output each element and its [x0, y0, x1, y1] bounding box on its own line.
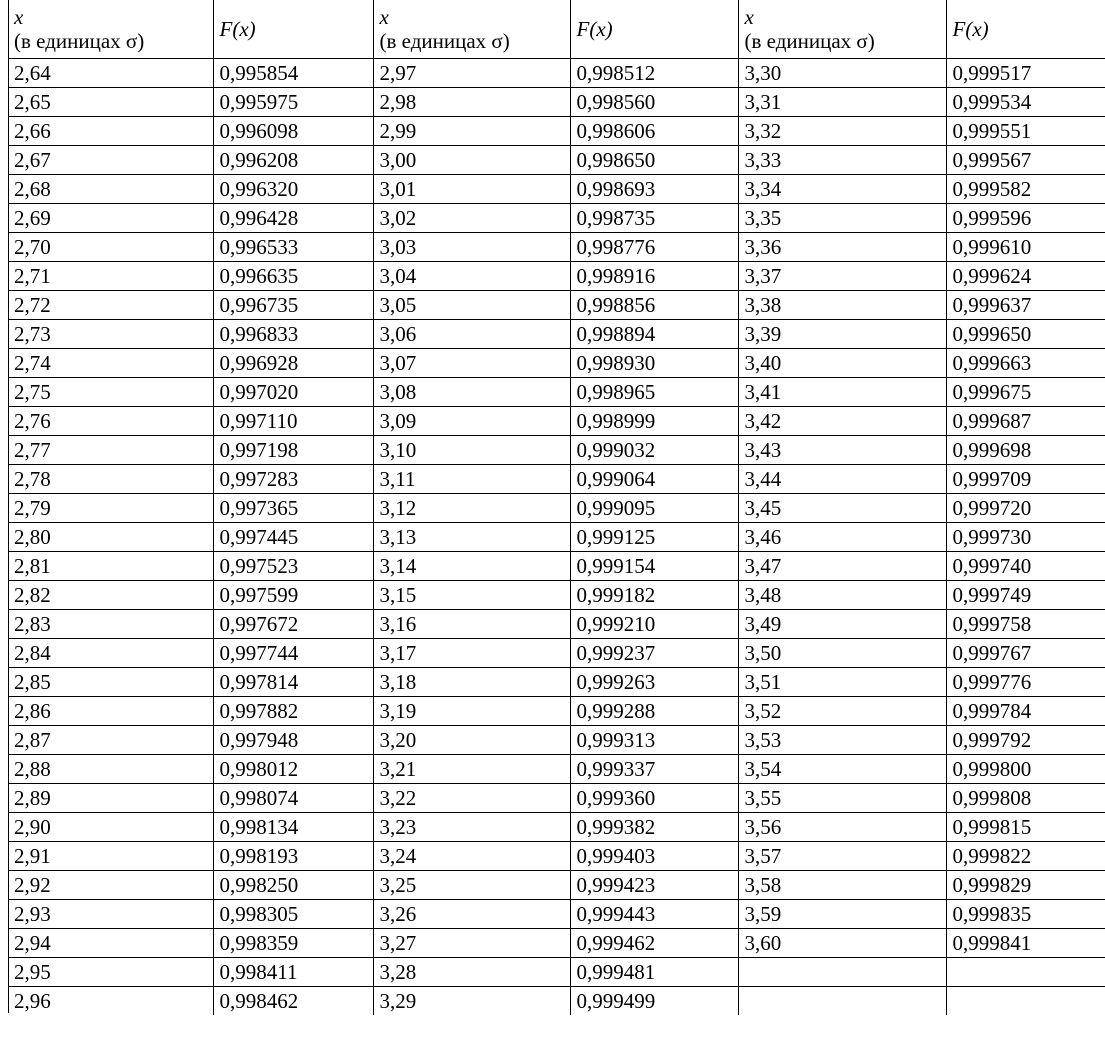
table-row: [8, 349, 1105, 378]
fx-value-cell: 0,999675: [946, 378, 1105, 407]
fx-value-cell: [946, 958, 1105, 987]
table-row: [8, 59, 1105, 88]
x-value-cell: 2,83: [8, 610, 213, 639]
fx-value-cell: 0,999740: [946, 552, 1105, 581]
x-value-cell: 2,94: [8, 929, 213, 958]
x-value-cell: 2,74: [8, 349, 213, 378]
table-row: [8, 842, 1105, 871]
fx-value-cell: 0,999624: [946, 262, 1105, 291]
fx-value-cell: 0,999776: [946, 668, 1105, 697]
fx-value-cell: 0,997882: [213, 697, 373, 726]
fx-value-cell: 0,999337: [570, 755, 738, 784]
x-value-cell: 3,10: [373, 436, 570, 465]
x-value-cell: 2,89: [8, 784, 213, 813]
fx-value-cell: 0,997744: [213, 639, 373, 668]
x-value-cell: 2,86: [8, 697, 213, 726]
fx-value-cell: 0,999288: [570, 697, 738, 726]
fx-value-cell: 0,998916: [570, 262, 738, 291]
fx-value-cell: [946, 987, 1105, 1016]
x-value-cell: 2,93: [8, 900, 213, 929]
fx-value-cell: 0,999698: [946, 436, 1105, 465]
table-row: [8, 987, 1105, 1016]
x-value-cell: 3,26: [373, 900, 570, 929]
x-value-cell: 3,48: [738, 581, 946, 610]
fx-value-cell: 0,999313: [570, 726, 738, 755]
fx-value-cell: 0,999360: [570, 784, 738, 813]
table-row: [8, 726, 1105, 755]
table-row: [8, 436, 1105, 465]
x-value-cell: 2,98: [373, 88, 570, 117]
table-row: [8, 813, 1105, 842]
fx-value-cell: 0,999154: [570, 552, 738, 581]
fx-value-cell: 0,998650: [570, 146, 738, 175]
header-fx-col-3: [946, 0, 1105, 59]
x-value-cell: 3,59: [738, 900, 946, 929]
fx-value-cell: 0,998930: [570, 349, 738, 378]
x-value-cell: 2,69: [8, 204, 213, 233]
x-value-cell: 3,60: [738, 929, 946, 958]
fx-value-cell: 0,999758: [946, 610, 1105, 639]
x-value-cell: 2,75: [8, 378, 213, 407]
x-value-cell: 3,35: [738, 204, 946, 233]
x-value-cell: 3,56: [738, 813, 946, 842]
fx-value-cell: 0,995854: [213, 59, 373, 88]
fx-value-cell: 0,999517: [946, 59, 1105, 88]
x-value-cell: 2,95: [8, 958, 213, 987]
x-value-cell: 3,53: [738, 726, 946, 755]
x-value-cell: [738, 958, 946, 987]
fx-value-cell: 0,996735: [213, 291, 373, 320]
x-value-cell: 2,81: [8, 552, 213, 581]
x-value-cell: 2,80: [8, 523, 213, 552]
x-value-cell: 2,92: [8, 871, 213, 900]
table-row: [8, 871, 1105, 900]
x-value-cell: 2,87: [8, 726, 213, 755]
x-value-cell: 3,58: [738, 871, 946, 900]
fx-value-cell: 0,997523: [213, 552, 373, 581]
table-row: [8, 784, 1105, 813]
fx-value-cell: 0,999125: [570, 523, 738, 552]
x-value-cell: 3,25: [373, 871, 570, 900]
fx-value-cell: 0,998776: [570, 233, 738, 262]
fx-value-cell: 0,999534: [946, 88, 1105, 117]
x-value-cell: 3,16: [373, 610, 570, 639]
x-value-cell: 3,55: [738, 784, 946, 813]
x-value-cell: 3,49: [738, 610, 946, 639]
fx-value-cell: 0,999610: [946, 233, 1105, 262]
fx-value-cell: 0,998999: [570, 407, 738, 436]
fx-value-cell: 0,999210: [570, 610, 738, 639]
x-value-cell: 2,66: [8, 117, 213, 146]
fx-value-cell: 0,998134: [213, 813, 373, 842]
fx-value-cell: 0,999808: [946, 784, 1105, 813]
x-value-cell: 2,97: [373, 59, 570, 88]
table-row: [8, 378, 1105, 407]
header-x-symbol: x: [379, 5, 389, 29]
x-value-cell: 2,72: [8, 291, 213, 320]
fx-value-cell: 0,998512: [570, 59, 738, 88]
header-fx-col-1: [213, 0, 373, 59]
x-value-cell: 3,01: [373, 175, 570, 204]
fx-value-cell: 0,998560: [570, 88, 738, 117]
fx-value-cell: 0,999382: [570, 813, 738, 842]
fx-value-cell: 0,999829: [946, 871, 1105, 900]
x-value-cell: 2,67: [8, 146, 213, 175]
fx-value-cell: 0,995975: [213, 88, 373, 117]
x-value-cell: 3,27: [373, 929, 570, 958]
fx-value-cell: 0,998462: [213, 987, 373, 1016]
x-value-cell: 3,52: [738, 697, 946, 726]
fx-value-cell: 0,996428: [213, 204, 373, 233]
fx-value-cell: 0,997814: [213, 668, 373, 697]
fx-value-cell: 0,999462: [570, 929, 738, 958]
header-fx-label: F(x): [219, 17, 256, 41]
x-value-cell: 3,54: [738, 755, 946, 784]
x-value-cell: 2,71: [8, 262, 213, 291]
x-value-cell: 2,73: [8, 320, 213, 349]
fx-value-cell: 0,999237: [570, 639, 738, 668]
table-row: [8, 494, 1105, 523]
x-value-cell: 3,41: [738, 378, 946, 407]
fx-value-cell: 0,998250: [213, 871, 373, 900]
x-value-cell: 3,46: [738, 523, 946, 552]
fx-value-cell: 0,999637: [946, 291, 1105, 320]
fx-value-cell: 0,996928: [213, 349, 373, 378]
table-row: [8, 900, 1105, 929]
x-value-cell: 3,32: [738, 117, 946, 146]
header-fx-col-2: [570, 0, 738, 59]
x-value-cell: 2,77: [8, 436, 213, 465]
x-value-cell: 3,13: [373, 523, 570, 552]
table-row: [8, 465, 1105, 494]
x-value-cell: 3,36: [738, 233, 946, 262]
fx-value-cell: 0,999567: [946, 146, 1105, 175]
x-value-cell: 3,11: [373, 465, 570, 494]
fx-value-cell: 0,999841: [946, 929, 1105, 958]
x-value-cell: 3,40: [738, 349, 946, 378]
x-value-cell: 3,44: [738, 465, 946, 494]
fx-value-cell: 0,998693: [570, 175, 738, 204]
x-value-cell: 3,34: [738, 175, 946, 204]
fx-value-cell: 0,999182: [570, 581, 738, 610]
fx-value-cell: 0,997020: [213, 378, 373, 407]
table-row: [8, 88, 1105, 117]
x-value-cell: 3,45: [738, 494, 946, 523]
x-value-cell: 2,64: [8, 59, 213, 88]
header-fx-label: F(x): [952, 17, 989, 41]
x-value-cell: 2,78: [8, 465, 213, 494]
x-value-cell: 3,04: [373, 262, 570, 291]
table-row: [8, 581, 1105, 610]
x-value-cell: 3,39: [738, 320, 946, 349]
x-value-cell: 3,31: [738, 88, 946, 117]
fx-value-cell: 0,997948: [213, 726, 373, 755]
header-x-col-1: [8, 0, 213, 59]
x-value-cell: 2,90: [8, 813, 213, 842]
fx-value-cell: 0,999423: [570, 871, 738, 900]
header-fx-label: F(x): [576, 17, 613, 41]
fx-value-cell: 0,999263: [570, 668, 738, 697]
fx-value-cell: 0,996533: [213, 233, 373, 262]
fx-value-cell: 0,999784: [946, 697, 1105, 726]
fx-value-cell: 0,999596: [946, 204, 1105, 233]
x-value-cell: 2,99: [373, 117, 570, 146]
x-value-cell: 2,85: [8, 668, 213, 697]
x-value-cell: 3,23: [373, 813, 570, 842]
fx-value-cell: 0,999822: [946, 842, 1105, 871]
x-value-cell: 3,30: [738, 59, 946, 88]
table-row: [8, 117, 1105, 146]
fx-value-cell: 0,998606: [570, 117, 738, 146]
header-x-col-2: [373, 0, 570, 59]
fx-value-cell: 0,997365: [213, 494, 373, 523]
table-row: [8, 958, 1105, 987]
x-value-cell: 3,14: [373, 552, 570, 581]
table-body: [8, 59, 1105, 1016]
fx-value-cell: 0,998965: [570, 378, 738, 407]
fx-value-cell: 0,999792: [946, 726, 1105, 755]
x-value-cell: 2,84: [8, 639, 213, 668]
fx-value-cell: 0,996208: [213, 146, 373, 175]
x-value-cell: 3,02: [373, 204, 570, 233]
header-x-col-3: [738, 0, 946, 59]
table-row: [8, 204, 1105, 233]
fx-value-cell: 0,998894: [570, 320, 738, 349]
x-value-cell: 3,38: [738, 291, 946, 320]
x-value-cell: 3,08: [373, 378, 570, 407]
table-row: [8, 639, 1105, 668]
x-value-cell: 3,50: [738, 639, 946, 668]
table-row: [8, 610, 1105, 639]
header-x-unit: (в единицах σ): [744, 29, 875, 53]
x-value-cell: 3,15: [373, 581, 570, 610]
fx-value-cell: 0,999499: [570, 987, 738, 1016]
x-value-cell: 3,57: [738, 842, 946, 871]
x-value-cell: 3,05: [373, 291, 570, 320]
x-value-cell: 3,12: [373, 494, 570, 523]
table-row: [8, 262, 1105, 291]
fx-value-cell: 0,999403: [570, 842, 738, 871]
fx-value-cell: 0,997198: [213, 436, 373, 465]
table-row: [8, 146, 1105, 175]
fx-value-cell: 0,998735: [570, 204, 738, 233]
table-row: [8, 552, 1105, 581]
fx-value-cell: 0,998305: [213, 900, 373, 929]
x-value-cell: 3,18: [373, 668, 570, 697]
x-value-cell: 2,70: [8, 233, 213, 262]
fx-value-cell: 0,999032: [570, 436, 738, 465]
x-value-cell: 3,00: [373, 146, 570, 175]
x-value-cell: 3,24: [373, 842, 570, 871]
fx-value-cell: 0,998359: [213, 929, 373, 958]
x-value-cell: 3,37: [738, 262, 946, 291]
x-value-cell: 3,33: [738, 146, 946, 175]
fx-value-cell: 0,998411: [213, 958, 373, 987]
table-row: [8, 320, 1105, 349]
header-x-unit: (в единицах σ): [14, 29, 145, 53]
table-row: [8, 291, 1105, 320]
fx-value-cell: 0,999720: [946, 494, 1105, 523]
table-row: [8, 929, 1105, 958]
x-value-cell: 3,20: [373, 726, 570, 755]
x-value-cell: 3,47: [738, 552, 946, 581]
fx-value-cell: 0,998074: [213, 784, 373, 813]
fx-value-cell: 0,998193: [213, 842, 373, 871]
table-row: [8, 523, 1105, 552]
x-value-cell: 2,65: [8, 88, 213, 117]
x-value-cell: [738, 987, 946, 1016]
x-value-cell: 3,17: [373, 639, 570, 668]
x-value-cell: 3,29: [373, 987, 570, 1016]
x-value-cell: 3,03: [373, 233, 570, 262]
x-value-cell: 3,43: [738, 436, 946, 465]
table-row: [8, 755, 1105, 784]
x-value-cell: 3,42: [738, 407, 946, 436]
x-value-cell: 3,21: [373, 755, 570, 784]
table-row: [8, 668, 1105, 697]
x-value-cell: 3,28: [373, 958, 570, 987]
fx-value-cell: 0,999749: [946, 581, 1105, 610]
x-value-cell: 3,51: [738, 668, 946, 697]
fx-value-cell: 0,999709: [946, 465, 1105, 494]
header-x-symbol: x: [14, 5, 24, 29]
fx-value-cell: 0,996833: [213, 320, 373, 349]
normal-distribution-table-container: [8, 0, 1105, 1015]
table-row: [8, 407, 1105, 436]
fx-value-cell: 0,997672: [213, 610, 373, 639]
fx-value-cell: 0,999481: [570, 958, 738, 987]
fx-value-cell: 0,998856: [570, 291, 738, 320]
table-row: [8, 697, 1105, 726]
fx-value-cell: 0,999551: [946, 117, 1105, 146]
fx-value-cell: 0,999835: [946, 900, 1105, 929]
fx-value-cell: 0,999767: [946, 639, 1105, 668]
fx-value-cell: 0,999443: [570, 900, 738, 929]
table-row: [8, 175, 1105, 204]
fx-value-cell: 0,999687: [946, 407, 1105, 436]
x-value-cell: 3,06: [373, 320, 570, 349]
fx-value-cell: 0,999582: [946, 175, 1105, 204]
fx-value-cell: 0,996320: [213, 175, 373, 204]
x-value-cell: 3,19: [373, 697, 570, 726]
header-x-symbol: x: [744, 5, 754, 29]
fx-value-cell: 0,999663: [946, 349, 1105, 378]
fx-value-cell: 0,997445: [213, 523, 373, 552]
x-value-cell: 3,22: [373, 784, 570, 813]
table-header-row: [8, 0, 1105, 59]
fx-value-cell: 0,996098: [213, 117, 373, 146]
fx-value-cell: 0,998012: [213, 755, 373, 784]
fx-value-cell: 0,996635: [213, 262, 373, 291]
x-value-cell: 2,91: [8, 842, 213, 871]
fx-value-cell: 0,997599: [213, 581, 373, 610]
x-value-cell: 2,96: [8, 987, 213, 1016]
x-value-cell: 2,88: [8, 755, 213, 784]
fx-value-cell: 0,997283: [213, 465, 373, 494]
x-value-cell: 2,82: [8, 581, 213, 610]
x-value-cell: 2,68: [8, 175, 213, 204]
fx-value-cell: 0,999095: [570, 494, 738, 523]
fx-value-cell: 0,997110: [213, 407, 373, 436]
x-value-cell: 2,76: [8, 407, 213, 436]
header-x-unit: (в единицах σ): [379, 29, 510, 53]
normal-distribution-table: [8, 0, 1105, 1015]
x-value-cell: 2,79: [8, 494, 213, 523]
fx-value-cell: 0,999064: [570, 465, 738, 494]
table-row: [8, 233, 1105, 262]
fx-value-cell: 0,999800: [946, 755, 1105, 784]
fx-value-cell: 0,999815: [946, 813, 1105, 842]
fx-value-cell: 0,999730: [946, 523, 1105, 552]
x-value-cell: 3,07: [373, 349, 570, 378]
x-value-cell: 3,09: [373, 407, 570, 436]
fx-value-cell: 0,999650: [946, 320, 1105, 349]
